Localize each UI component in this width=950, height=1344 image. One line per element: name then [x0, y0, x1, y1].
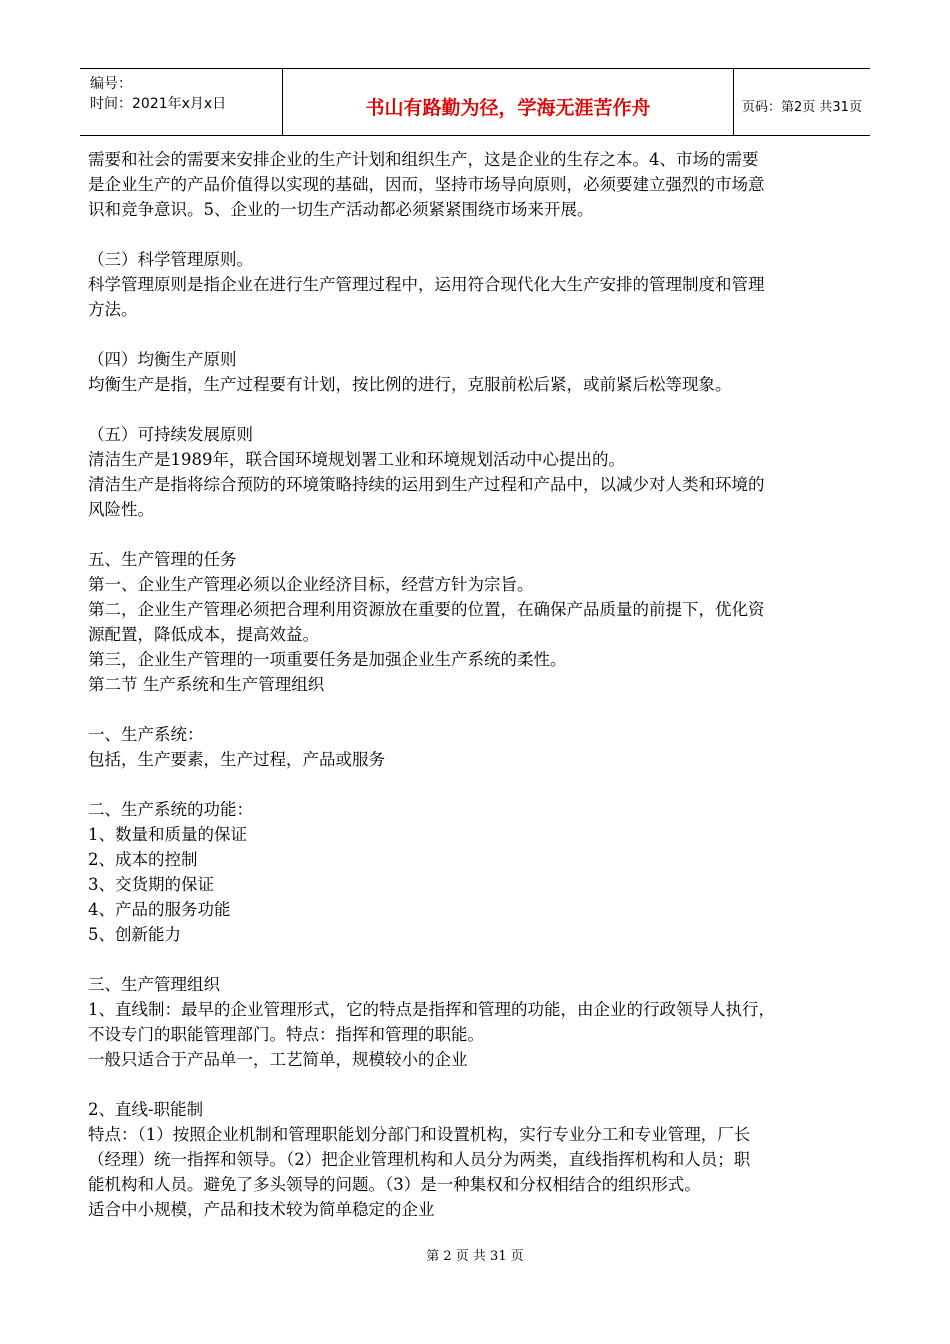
blank-line	[88, 1072, 878, 1097]
text-line: 2、成本的控制	[88, 850, 198, 869]
text-line: 三、生产管理组织	[88, 975, 220, 994]
text-line: 2、直线-职能制	[88, 1100, 204, 1119]
number-label: 编号：	[90, 76, 132, 92]
text-line: 第二节 生产系统和生产管理组织	[88, 675, 325, 694]
text-line: 5、创新能力	[88, 925, 181, 944]
text-line: （三）科学管理原则。	[88, 250, 253, 269]
text-line: 清洁生产是指将综合预防的环境策略持续的运用到生产过程和产品中，以减少对人类和环境的	[88, 475, 765, 494]
text-line: 清洁生产是1989年，联合国环境规划署工业和环境规划活动中心提出的。	[88, 450, 625, 469]
page-info: 页码：第2页 共31页	[742, 100, 862, 115]
text-line: 第二，企业生产管理必须把合理利用资源放在重要的位置，在确保产品质量的前提下，优化资	[88, 600, 765, 619]
header-page-cell	[734, 69, 870, 135]
text-line: （经理）统一指挥和领导。（2）把企业管理机构和人员分为两类，直线指挥机构和人员；职	[88, 1150, 751, 1169]
text-line: （四）均衡生产原则	[88, 350, 237, 369]
text-line: 第三，企业生产管理的一项重要任务是加强企业生产系统的柔性。	[88, 650, 567, 669]
page-header	[80, 68, 870, 136]
blank-line	[88, 697, 878, 722]
text-line: （五）可持续发展原则	[88, 425, 253, 444]
text-line: 第一、企业生产管理必须以企业经济目标，经营方针为宗旨。	[88, 575, 534, 594]
page-footer: 第 2 页 共 31 页	[426, 1249, 524, 1264]
text-line: 3、交货期的保证	[88, 875, 214, 894]
blank-line	[88, 947, 878, 972]
text-line: 二、生产系统的功能：	[88, 800, 253, 819]
header-left-cell	[80, 69, 282, 135]
text-line: 是企业生产的产品价值得以实现的基础，因而，坚持市场导向原则，必须要建立强烈的市场意	[88, 175, 765, 194]
blank-line	[88, 397, 878, 422]
text-line: 科学管理原则是指企业在进行生产管理过程中，运用符合现代化大生产安排的管理制度和管理	[88, 275, 765, 294]
motto-text: 书山有路勤为径，学海无涯苦作舟	[365, 97, 651, 119]
text-line: 包括，生产要素，生产过程，产品或服务	[88, 750, 385, 769]
blank-line	[88, 772, 878, 797]
text-line: 方法。	[88, 300, 138, 319]
text-line: 1、直线制：最早的企业管理形式，它的特点是指挥和管理的功能，由企业的行政领导人执行，	[88, 1000, 775, 1019]
blank-line	[88, 222, 878, 247]
header-motto-cell	[282, 69, 734, 135]
blank-line	[88, 322, 878, 347]
document-body	[88, 147, 878, 1222]
text-line: 适合中小规模，产品和技术较为简单稳定的企业	[88, 1200, 435, 1219]
text-line: 一般只适合于产品单一，工艺简单，规模较小的企业	[88, 1050, 468, 1069]
date-label: 时间：2021年x月x日	[90, 96, 227, 112]
text-line: 1、数量和质量的保证	[88, 825, 247, 844]
text-line: 4、产品的服务功能	[88, 900, 231, 919]
text-line: 识和竞争意识。5、企业的一切生产活动都必须紧紧围绕市场来开展。	[88, 200, 594, 219]
text-line: 能机构和人员。避免了多头领导的问题。（3）是一种集权和分权相结合的组织形式。	[88, 1175, 701, 1194]
text-line: 均衡生产是指，生产过程要有计划，按比例的进行，克服前松后紧，或前紧后松等现象。	[88, 375, 732, 394]
text-line: 源配置，降低成本，提高效益。	[88, 625, 319, 644]
text-line: 需要和社会的需要来安排企业的生产计划和组织生产，这是企业的生存之本。4、市场的需要	[88, 150, 759, 169]
text-line: 五、生产管理的任务	[88, 550, 237, 569]
text-line: 不设专门的职能管理部门。特点：指挥和管理的职能。	[88, 1025, 484, 1044]
blank-line	[88, 522, 878, 547]
text-line: 风险性。	[88, 500, 154, 519]
text-line: 特点：（1）按照企业机制和管理职能划分部门和设置机构，实行专业分工和专业管理，厂长	[88, 1125, 751, 1144]
text-line: 一、生产系统：	[88, 725, 204, 744]
